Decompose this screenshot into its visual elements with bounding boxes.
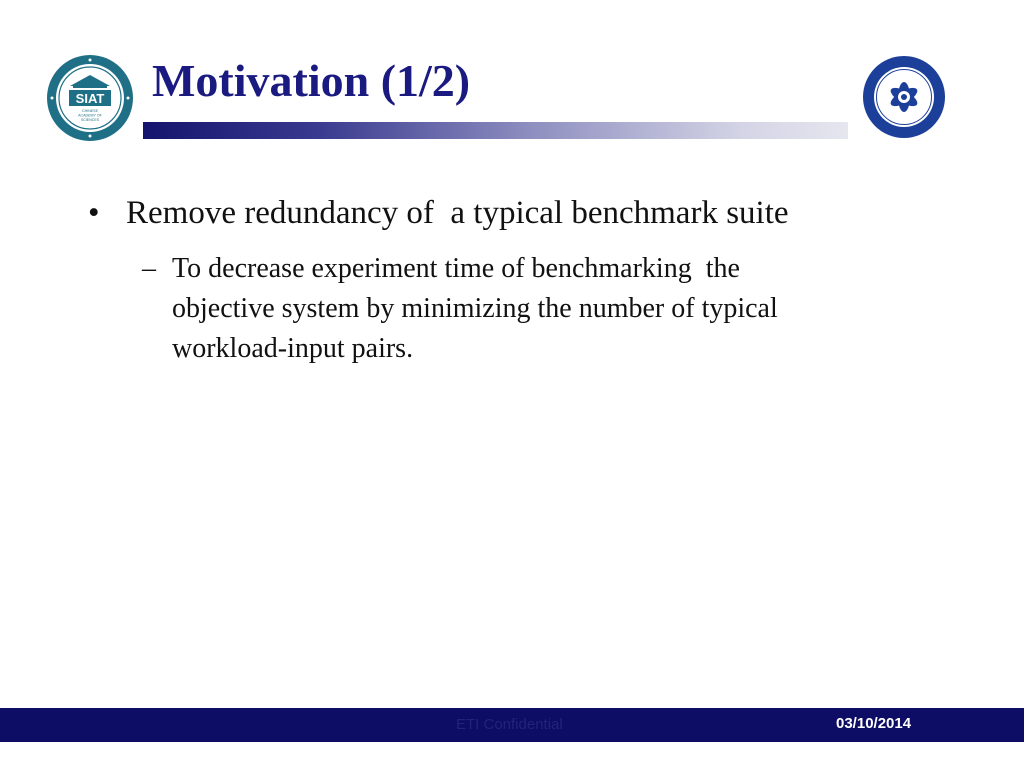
- siat-logo-text: SIAT: [75, 91, 105, 106]
- sub-bullet-line: workload-input pairs.: [172, 333, 414, 364]
- cas-logo-icon: [862, 55, 946, 139]
- footer-date: 03/10/2014: [836, 715, 912, 732]
- footer-confidential-label: ETI Confidential: [456, 716, 563, 733]
- sub-bullet-line: To decrease experiment time of benchmarking the: [172, 253, 740, 284]
- slide-title: Motivation (1/2): [152, 55, 471, 106]
- bullet-text: Remove redundancy of a typical benchmark suite: [126, 195, 789, 231]
- sub-bullet-line: objective system by minimizing the number of typical: [172, 293, 778, 324]
- title-gradient-bar: [143, 122, 848, 139]
- siat-logo-icon: [46, 54, 134, 142]
- svg-text:SCIENCES: SCIENCES: [80, 118, 100, 122]
- svg-text:CHINESE: CHINESE: [82, 109, 98, 113]
- sub-bullet-text: [172, 249, 932, 369]
- bullet-marker: •: [88, 195, 100, 231]
- svg-text:ACADEMY OF: ACADEMY OF: [78, 113, 102, 118]
- sub-bullet-marker: –: [142, 253, 156, 284]
